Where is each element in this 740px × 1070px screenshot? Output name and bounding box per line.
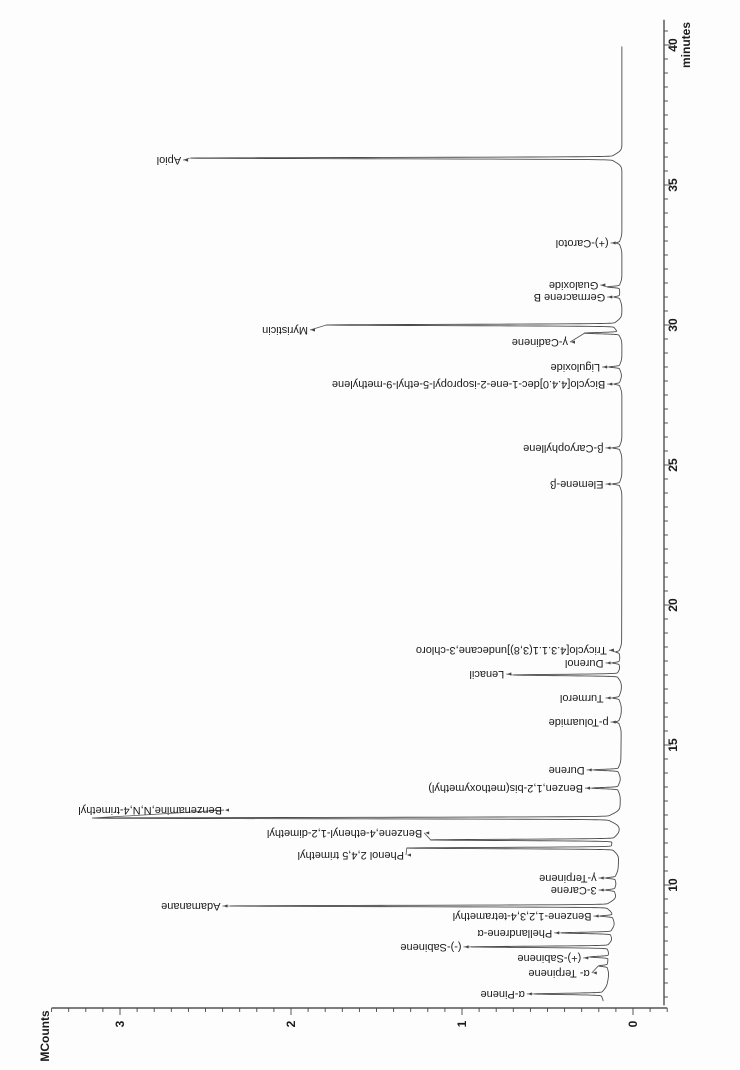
peak-label: Gualoxide (548, 278, 599, 291)
y-tick-label: 1 (455, 1020, 469, 1028)
leader-arrow-icon (606, 661, 610, 664)
peak-label: (+)-Sabinene (517, 951, 582, 964)
leader-arrow-icon (225, 808, 229, 811)
peak-label: Benzene,4-ethenyl-1,2-dimethyl (266, 826, 423, 839)
peak-leader-line (406, 848, 407, 855)
leader-arrow-icon (606, 696, 610, 699)
leader-arrow-icon (600, 876, 604, 879)
peak-label: Phellandrene-α (477, 926, 553, 939)
leader-arrow-icon (612, 241, 616, 244)
leader-arrow-icon (608, 382, 612, 385)
leader-arrow-icon (407, 853, 411, 856)
x-tick-label: 25 (666, 458, 680, 472)
peak-leader-line (424, 833, 431, 840)
peak-label: Turmerol (559, 691, 604, 704)
peak-label: α- Terpinene (528, 966, 590, 979)
peak-leader-line (592, 966, 599, 973)
y-axis-title: MCounts (38, 1010, 52, 1062)
leader-arrow-icon (223, 904, 227, 907)
leader-arrow-icon (608, 295, 612, 298)
leader-arrow-icon (606, 482, 610, 485)
peak-label: Myristicin (262, 324, 308, 336)
leader-arrow-icon (588, 768, 592, 771)
leader-arrow-icon (528, 992, 532, 995)
peak-label: Phenol 2,4,5 trimethyl (297, 849, 404, 862)
peak-leader-line (310, 325, 326, 330)
x-tick-label: 35 (666, 178, 680, 192)
peak-label: (-)-Sabinene (400, 940, 462, 953)
leader-arrow-icon (595, 914, 599, 917)
peak-leader-line (570, 333, 585, 342)
peak-label: α-Pinene (480, 987, 525, 1000)
peak-label: Apiol (156, 154, 182, 167)
leader-arrow-icon (586, 787, 590, 790)
peak-label: Elemene-β (550, 478, 604, 491)
leader-arrow-icon (612, 720, 616, 723)
peak-label: (+)-Carotol (555, 236, 609, 249)
leader-arrow-icon (507, 672, 511, 675)
x-axis-title: minutes (679, 21, 693, 69)
peak-label: p-Toluamide (548, 716, 609, 729)
peak-label: Benzene-1,2,3,4-tetramethyl (452, 910, 592, 923)
leader-arrow-icon (465, 945, 469, 948)
peak-label: Tricyclo[4.3.1.1(3,8)]undecane,3-chloro (415, 644, 607, 657)
x-tick-label: 30 (666, 318, 680, 332)
peak-label: Durene (548, 763, 585, 776)
leader-arrow-icon (584, 956, 588, 959)
x-tick-label: 20 (666, 598, 680, 612)
peak-label: 3-Carene (550, 884, 597, 897)
x-tick-label: 10 (666, 878, 680, 892)
y-tick-label: 3 (113, 1020, 127, 1028)
peak-label: γ-Cadinene (511, 336, 568, 349)
peak-label: β-Caryophyllene (523, 441, 604, 454)
x-tick-label: 15 (666, 738, 680, 752)
peak-label: Benzen,1,2-bis(methoxymethyl) (428, 782, 583, 795)
peak-label: Liguloxide (550, 361, 601, 373)
peak-label: Durenol (564, 656, 604, 669)
leader-arrow-icon (603, 365, 607, 368)
y-tick-label: 2 (284, 1020, 298, 1028)
peak-label: γ-Terpinene (539, 872, 597, 884)
x-tick-label: 40 (666, 38, 680, 52)
leader-arrow-icon (593, 971, 597, 974)
leader-arrow-icon (425, 831, 429, 834)
y-tick-label: 0 (626, 1020, 640, 1028)
peak-labels (78, 154, 617, 1000)
leader-arrow-icon (600, 888, 604, 891)
peak-label: Germacrene B (533, 291, 606, 303)
peak-label: Adamanane (161, 900, 221, 912)
peak-label: Benzenamine,N,N,4-trimethyl (78, 804, 222, 817)
leader-arrow-icon (555, 931, 559, 934)
leader-arrow-icon (606, 446, 610, 449)
peak-label: Lenacil (469, 668, 505, 680)
peak-label: Bicyclo[4.4.0]dec-1-ene-2-isopropyl-5-ethyl-9-methylene (331, 378, 606, 391)
